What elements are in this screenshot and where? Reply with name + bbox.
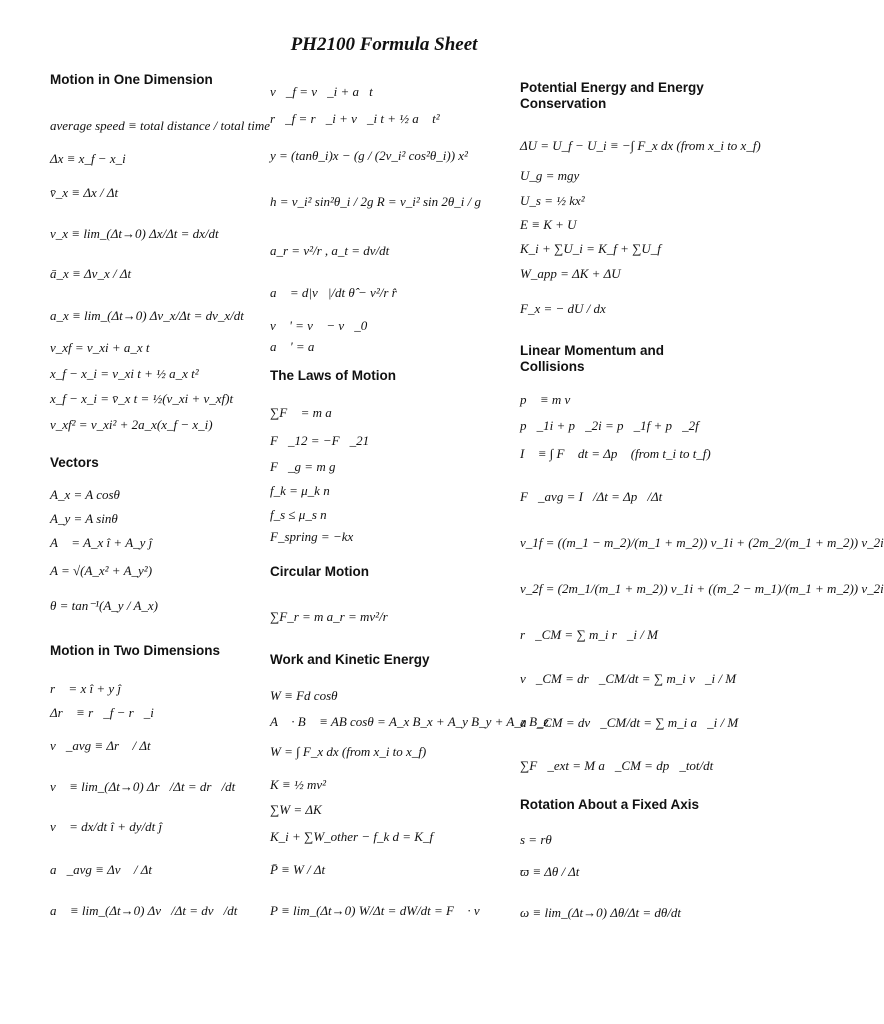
formula: F⃗_avg = I⃗/Δt = Δp⃗/Δt: [520, 489, 663, 504]
formula: s = rθ: [520, 832, 552, 847]
formula: P̄ ≡ W / Δt: [270, 862, 326, 877]
formula: v̄_x ≡ Δx / Δt: [50, 185, 119, 200]
formula: a⃗_avg ≡ Δv⃗ / Δt: [50, 862, 153, 877]
formula: v⃗ = dx/dt î + dy/dt ĵ: [50, 819, 163, 834]
formula: W = ∫ F_x dx (from x_i to x_f): [270, 744, 427, 759]
formula: a_x ≡ lim_(Δt→0) Δv_x/Δt = dv_x/dt: [50, 308, 244, 323]
formula: Δx ≡ x_f − x_i: [50, 151, 126, 166]
formula: F_x = − dU / dx: [520, 301, 606, 316]
formula: v⃗_f = v⃗_i + a⃗t: [270, 84, 373, 99]
formula: U_g = mgy: [520, 168, 580, 183]
formula: v_x ≡ lim_(Δt→0) Δx/Δt = dx/dt: [50, 226, 219, 241]
formula: x_f − x_i = v_xi t + ½ a_x t²: [50, 366, 199, 381]
formula: x_f − x_i = v̄_x t = ½(v_xi + v_xf)t: [50, 391, 234, 406]
formula: r⃗_f = r⃗_i + v⃗_i t + ½ a⃗ t²: [270, 111, 440, 126]
formula: p⃗ ≡ m v⃗: [520, 392, 581, 407]
formula: v_2f = (2m_1/(m_1 + m_2)) v_1i + ((m_2 − m_1)/(m_1 + m_2)) v_2i: [520, 581, 884, 596]
formula: A⃗ = A_x î + A_y ĵ: [50, 535, 153, 550]
formula: a_r = v²/r , a_t = dv/dt: [270, 243, 390, 258]
formula: I⃗ ≡ ∫ F⃗ dt = Δp⃗ (from t_i to t_f): [520, 446, 711, 461]
formula: E ≡ K + U: [520, 217, 577, 232]
formula: F⃗_g = m g⃗: [270, 459, 346, 474]
formula: ∑W = ΔK: [270, 802, 322, 817]
formula: p⃗_1i + p⃗_2i = p⃗_1f + p⃗_2f: [520, 418, 699, 433]
formula: ∑F⃗_ext = M a⃗_CM = dp⃗_tot/dt: [520, 758, 714, 773]
formula: A = √(A_x² + A_y²): [50, 563, 153, 578]
formula: h = v_i² sin²θ_i / 2g R = v_i² sin 2θ_i / g: [270, 194, 482, 209]
formula: P ≡ lim_(Δt→0) W/Δt = dW/dt = F⃗ · v⃗: [270, 903, 490, 918]
formula: r⃗_CM = ∑ m_i r⃗_i / M: [520, 627, 658, 642]
formula: v⃗_CM = dr⃗_CM/dt = ∑ m_i v⃗_i / M: [520, 671, 737, 686]
formula: r⃗ = x î + y ĵ: [50, 681, 121, 696]
section-heading-laws-of-motion: The Laws of Motion: [270, 368, 396, 383]
section-heading-work-kinetic-energy: Work and Kinetic Energy: [270, 652, 430, 667]
formula: v⃗ ' = v⃗ − v⃗_0: [270, 318, 368, 333]
formula: U_s = ½ kx²: [520, 193, 585, 208]
section-heading-potential-energy: Potential Energy and Energy Conservation: [520, 80, 704, 111]
formula: A_y = A sinθ: [50, 511, 118, 526]
formula: ΔU = U_f − U_i ≡ −∫ F_x dx (from x_i to x_f): [520, 138, 761, 153]
formula: average speed ≡ total distance / total time: [50, 118, 270, 133]
formula: A_x = A cosθ: [50, 487, 120, 502]
formula: W_app = ΔK + ΔU: [520, 266, 621, 281]
formula: F⃗_12 = −F⃗_21: [270, 433, 370, 448]
formula: ∑F_r = m a_r = mv²/r: [270, 609, 388, 624]
formula: ω ≡ lim_(Δt→0) Δθ/Δt = dθ/dt: [520, 905, 681, 920]
formula: F_spring = −kx: [270, 529, 354, 544]
formula: K ≡ ½ mv²: [270, 777, 326, 792]
formula: v_xf² = v_xi² + 2a_x(x_f − x_i): [50, 417, 213, 432]
section-heading-circular-motion: Circular Motion: [270, 564, 370, 579]
formula: v_xf = v_xi + a_x t: [50, 340, 150, 355]
formula: a⃗ ' = a⃗: [270, 339, 325, 354]
formula: ā_x ≡ Δv_x / Δt: [50, 266, 132, 281]
formula: ∑F⃗ = m a⃗: [270, 405, 342, 420]
formula: ϖ ≡ Δθ / Δt: [520, 864, 580, 879]
formula: K_i + ∑U_i = K_f + ∑U_f: [520, 241, 661, 256]
section-heading-rotation: Rotation About a Fixed Axis: [520, 797, 700, 812]
page-title: PH2100 Formula Sheet: [290, 34, 478, 55]
formula: a⃗_CM = dv⃗_CM/dt = ∑ m_i a⃗_i / M: [520, 715, 739, 730]
formula: v⃗_avg ≡ Δr⃗ / Δt: [50, 738, 151, 753]
section-heading-motion-2d: Motion in Two Dimensions: [50, 643, 220, 658]
formula: A⃗ · B⃗ ≡ AB cosθ = A_x B_x + A_y B_y + A_z B_z: [270, 714, 549, 729]
section-heading-vectors: Vectors: [50, 455, 99, 470]
formula: v_1f = ((m_1 − m_2)/(m_1 + m_2)) v_1i + (2m_2/(m_1 + m_2)) v_2i: [520, 535, 884, 550]
formula: f_k = μ_k n: [270, 483, 330, 498]
formula: θ = tan⁻¹(A_y / A_x): [50, 598, 158, 613]
section-heading-linear-momentum: Linear Momentum and Collisions: [520, 343, 665, 374]
formula: Δr⃗ ≡ r⃗_f − r⃗_i: [50, 705, 154, 720]
formula: K_i + ∑W_other − f_k d = K_f: [270, 829, 434, 844]
section-heading-motion-1d: Motion in One Dimension: [50, 72, 213, 87]
formula: a⃗ = d|v⃗|/dt θ̂ − v²/r r̂: [270, 285, 397, 300]
formula: y = (tanθ_i)x − (g / (2v_i² cos²θ_i)) x²: [270, 148, 468, 163]
formula: a⃗ ≡ lim_(Δt→0) Δv⃗/Δt = dv⃗/dt: [50, 903, 238, 918]
formula: f_s ≤ μ_s n: [270, 507, 327, 522]
formula: v⃗ ≡ lim_(Δt→0) Δr⃗/Δt = dr⃗/dt: [50, 779, 236, 794]
formula: W ≡ Fd cosθ: [270, 688, 338, 703]
